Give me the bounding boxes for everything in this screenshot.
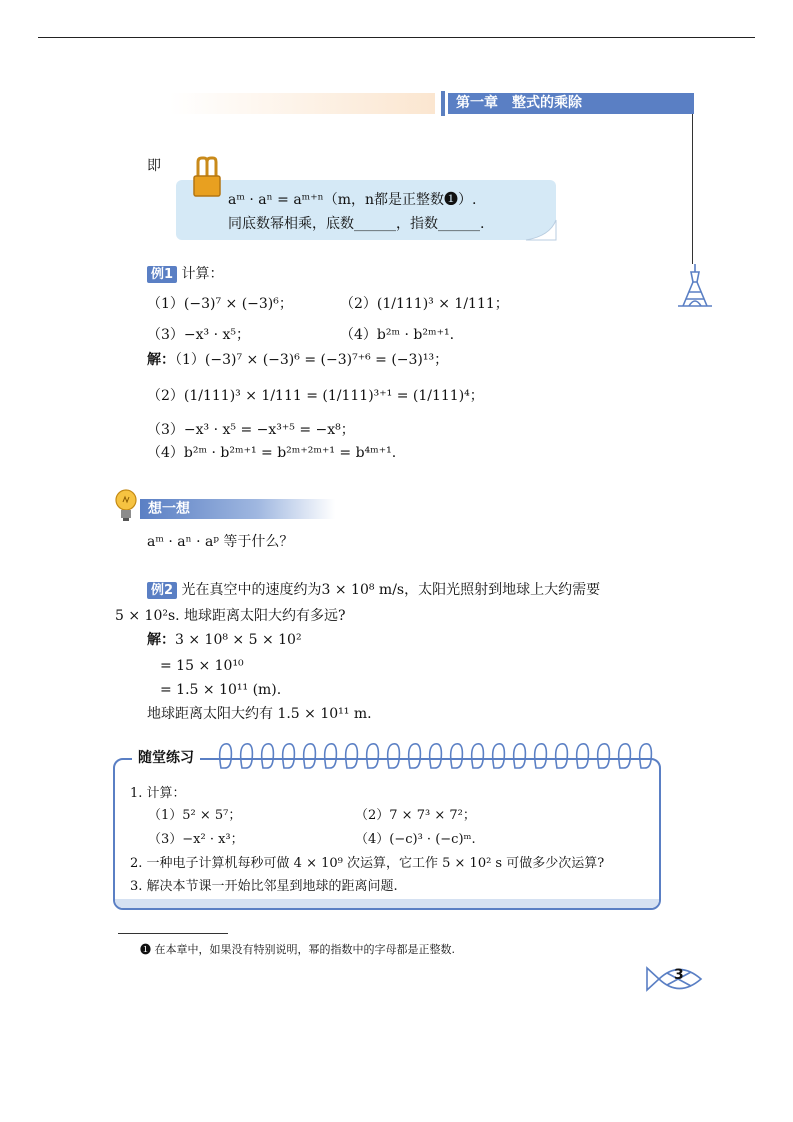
exercise-title: 随堂练习	[132, 748, 200, 768]
example2-line1	[147, 580, 600, 601]
exercise-item-1a: （1）5² × 5⁷；	[148, 808, 242, 823]
header-gradient	[170, 93, 435, 114]
example1-prompt: 计算：	[181, 266, 224, 282]
solution-text: （1）(−3)⁷ × (−3)⁶ = (−3)⁷⁺⁶ = (−3)¹³；	[175, 352, 449, 368]
exercise-item-1b: （2）7 × 7³ × 7²；	[355, 808, 476, 823]
chapter-title: 第一章 整式的乘除	[448, 93, 694, 114]
example2-text: 光在真空中的速度约为3 × 10⁸ m/s，太阳光照射到地球上大约需要	[181, 582, 601, 598]
lightbulb-icon	[114, 488, 138, 524]
example2-solution-2: = 15 × 10¹⁰	[160, 658, 244, 674]
example1-q1: （1）(−3)⁷ × (−3)⁶；	[147, 296, 293, 312]
example1-tag: 例1	[147, 266, 177, 283]
solution-label: 解：	[147, 632, 175, 648]
think-title: 想一想	[148, 501, 190, 517]
example2-tag: 例2	[147, 582, 177, 599]
example2-line2: 5 × 10²s. 地球距离太阳大约有多远?	[115, 608, 346, 624]
exercise-item-1d: （4）(−c)³ · (−c)ᵐ.	[355, 832, 476, 847]
rule-note: 同底数幂相乘，底数______，指数______.	[228, 216, 485, 232]
example1-solution-2: （2）(1/111)³ × 1/111 = (1/111)³⁺¹ = (1/111)⁴；	[147, 388, 484, 404]
spiral-binding-icon	[215, 740, 655, 776]
exercise-item-1: 1. 计算：	[130, 786, 186, 801]
exercise-item-2: 2. 一种电子计算机每秒可做 4 × 10⁹ 次运算，它工作 5 × 10² s 可做多少次运算?	[130, 856, 605, 871]
tower-icon	[675, 262, 715, 310]
margin-line	[692, 114, 693, 264]
example1-solution-3: （3）−x³ · x⁵ = −x³⁺⁵ = −x⁸；	[147, 422, 355, 438]
example1-q2: （2）(1/111)³ × 1/111；	[340, 296, 509, 312]
solution-text: 3 × 10⁸ × 5 × 10²	[175, 632, 302, 648]
solution-label: 解：	[147, 352, 175, 368]
header-divider	[441, 91, 445, 116]
ji-label: 即	[147, 158, 161, 174]
think-question: aᵐ · aⁿ · aᵖ 等于什么？	[147, 534, 294, 550]
footnote-rule	[118, 933, 228, 934]
example1-solution-4: （4）b²ᵐ · b²ᵐ⁺¹ = b²ᵐ⁺²ᵐ⁺¹ = b⁴ᵐ⁺¹.	[147, 445, 397, 461]
example1-q3: （3）−x³ · x⁵；	[147, 327, 251, 343]
page-number: 3	[674, 967, 684, 983]
top-rule	[38, 37, 755, 38]
example1-q4: （4）b²ᵐ · b²ᵐ⁺¹.	[340, 327, 455, 343]
page-curl-icon	[520, 218, 558, 242]
example2-solution-1	[147, 630, 302, 650]
example1-solution-1	[147, 350, 448, 370]
exercise-item-3: 3. 解决本节课一开始比邻星到地球的距离问题.	[130, 879, 398, 894]
exercise-box-shadow	[115, 899, 659, 908]
exercise-item-1c: （3）−x² · x³；	[148, 832, 244, 847]
rule-formula: aᵐ · aⁿ = aᵐ⁺ⁿ（m，n都是正整数❶）.	[228, 192, 477, 208]
example2-answer: 地球距离太阳大约有 1.5 × 10¹¹ m.	[147, 706, 372, 722]
footnote: ❶ 在本章中，如果没有特别说明，幂的指数中的字母都是正整数.	[140, 943, 455, 956]
binder-clip-icon	[190, 156, 224, 200]
example1-header	[147, 264, 224, 285]
example2-solution-3: = 1.5 × 10¹¹ (m).	[160, 682, 282, 698]
